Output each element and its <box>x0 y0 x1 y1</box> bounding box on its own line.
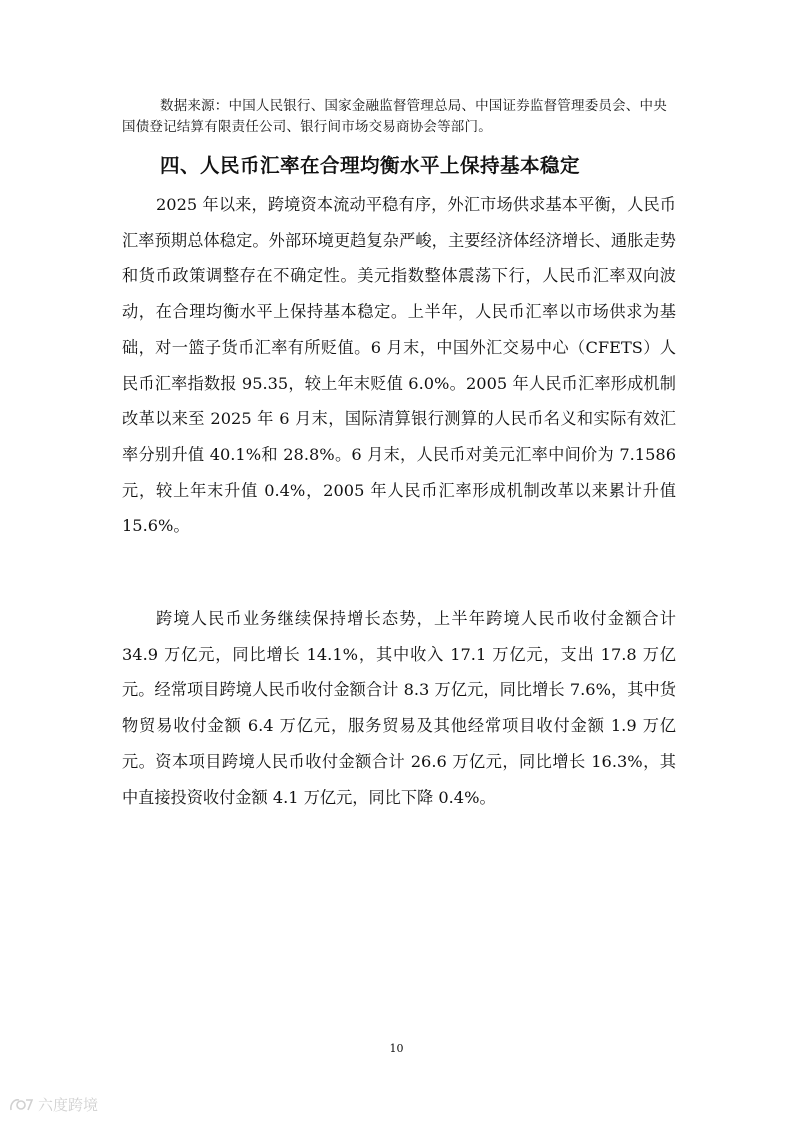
watermark-text: 六度跨境 <box>38 1096 99 1114</box>
paragraph-exchange-rate: 2025 年以来，跨境资本流动平稳有序，外汇市场供求基本平衡，人民币汇率预期总体稳定。外部环境更趋复杂严峻，主要经济体经济增长、通胀走势和货币政策调整存在不确定性。美元指数整体震荡下行，人民币汇率双向波动，在合理均衡水平上保持基本稳定。上半年，人民币汇率以市场供求为基础，对一篮子货币汇率有所贬值。6 月末，中国外汇交易中心（CFETS）人民币汇率指数报 95.35，较上年末贬值 6.0%。2005 年人民币汇率形成机制改革以来至 2025 年 6 月末，国际清算银行测算的人民币名义和实际有效汇率分别升值 40.1%和 28.8%。6 月末，人民币对美元汇率中间价为 7.1586 元，较上年末升值 0.4%，2005 年人民币汇率形成机制改革以来累计升值 15.6%。 <box>122 195 676 536</box>
paragraph-cross-border-rmb: 跨境人民币业务继续保持增长态势，上半年跨境人民币收付金额合计 34.9 万亿元，同比增长 14.1%，其中收入 17.1 万亿元，支出 17.8 万亿元。经常项目跨境人民币收付金额合计 8.3 万亿元，同比增长 7.6%，其中货物贸易收付金额 6.4 万亿元，服务贸易及其他经常项目收付金额 1.9 万亿元。资本项目跨境人民币收付金额合计 26.6 万亿元，同比增长 16.3%，其中直接投资收付金额 4.1 万亿元，同比下降 0.4%。 <box>122 609 676 807</box>
page-number: 10 <box>389 1042 404 1055</box>
section-heading: 四、人民币汇率在合理均衡水平上保持基本稳定 <box>160 154 581 177</box>
watermark <box>8 1094 98 1115</box>
logo-icon <box>8 1096 34 1114</box>
data-source-note: 数据来源：中国人民银行、国家金融监督管理总局、中国证券监督管理委员会、中央国债登记结算有限责任公司、银行间市场交易商协会等部门。 <box>122 98 667 135</box>
